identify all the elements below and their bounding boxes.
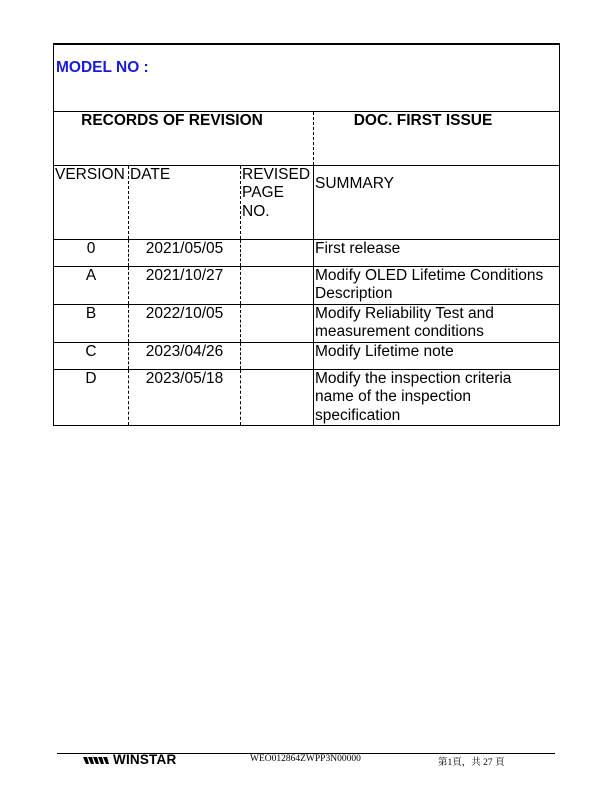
table-row — [54, 304, 560, 342]
revised-page-cell — [241, 369, 314, 426]
date-cell: 2023/05/18 — [129, 369, 241, 426]
document-number: WEO012864ZWPP3N00000 — [250, 754, 361, 764]
winstar-logo-icon — [83, 755, 109, 765]
date-cell: 2022/10/05 — [129, 304, 241, 342]
summary-line: measurement conditions — [315, 323, 484, 340]
summary-cell — [314, 342, 560, 369]
revised-page-cell — [241, 304, 314, 342]
column-header-summary: SUMMARY — [314, 165, 560, 239]
summary-line: Modify the inspection criteria — [315, 369, 512, 387]
summary-line: Modify Lifetime note — [315, 342, 454, 360]
revised-page-cell — [241, 239, 314, 266]
revised-page-cell — [241, 266, 314, 304]
summary-line: Modify OLED Lifetime Conditions — [315, 266, 544, 284]
section-header-row — [54, 111, 560, 165]
doc-first-issue-heading: DOC. FIRST ISSUE — [314, 111, 560, 165]
date-cell: 2021/10/27 — [129, 266, 241, 304]
version-cell: C — [54, 342, 129, 369]
model-number-label: MODEL NO : — [54, 44, 560, 111]
summary-line: First release — [315, 239, 401, 257]
revised-page-line: NO. — [242, 202, 270, 220]
table-row — [54, 342, 560, 369]
revised-page-line: REVISED — [242, 165, 311, 183]
column-header-date: DATE — [129, 165, 241, 239]
summary-line: name of the inspection — [315, 388, 471, 405]
model-row — [54, 44, 560, 111]
summary-cell — [314, 239, 560, 266]
summary-cell — [314, 369, 560, 426]
summary-line: Modify Reliability Test and — [315, 304, 494, 322]
version-cell: B — [54, 304, 129, 342]
date-cell: 2023/04/26 — [129, 342, 241, 369]
revision-table — [53, 43, 560, 426]
revised-page-cell — [241, 342, 314, 369]
brand-logo — [83, 752, 176, 767]
column-header-revised-page — [241, 165, 314, 239]
page-indicator: 第1頁，共 27 頁 — [438, 758, 505, 768]
summary-line: specification — [315, 406, 401, 424]
version-cell: 0 — [54, 239, 129, 266]
table-row — [54, 369, 560, 426]
column-header-row — [54, 165, 560, 239]
version-cell: D — [54, 369, 129, 426]
version-cell: A — [54, 266, 129, 304]
summary-cell — [314, 266, 560, 304]
column-header-version: VERSION — [54, 165, 129, 239]
brand-name: WINSTAR — [113, 752, 177, 767]
summary-cell — [314, 304, 560, 342]
records-of-revision-heading: RECORDS OF REVISION — [54, 111, 314, 165]
table-row — [54, 266, 560, 304]
revised-page-line: PAGE — [242, 184, 284, 201]
table-row — [54, 239, 560, 266]
summary-line: Description — [315, 285, 393, 302]
date-cell: 2021/05/05 — [129, 239, 241, 266]
